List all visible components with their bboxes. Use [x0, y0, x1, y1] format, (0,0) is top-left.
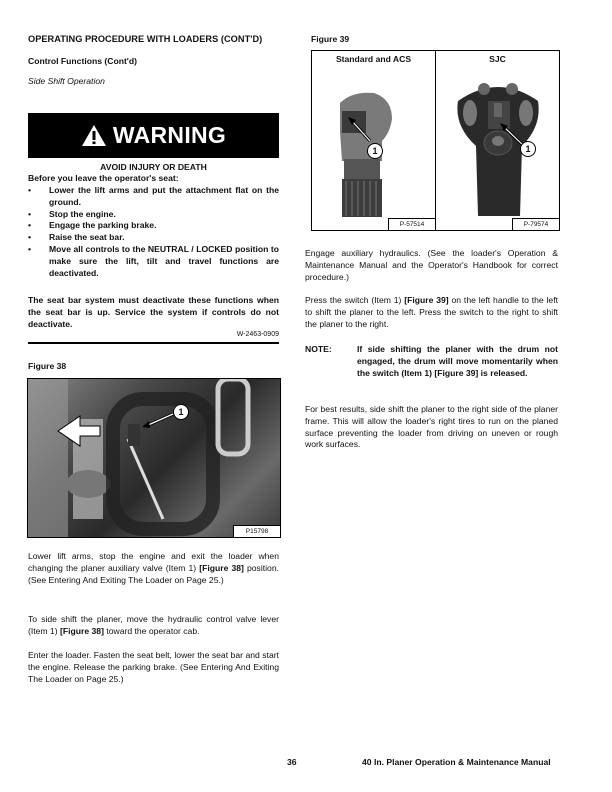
panel-title: SJC — [489, 54, 506, 64]
paragraph: Enter the loader. Fasten the seat belt, lower the seat bar and start the engine. Release the parking brake. (See Entering And Exiting The Loader on Page 25.) — [28, 650, 279, 684]
figure-38-label: Figure 38 — [28, 361, 67, 371]
photo-code: P-79574 — [512, 218, 559, 230]
joystick-handle-icon — [312, 51, 433, 230]
warning-code: W-2463-0909 — [236, 331, 279, 338]
warning-banner — [28, 113, 279, 158]
warning-label: WARNING — [112, 122, 227, 148]
divider — [28, 342, 279, 344]
figure-reference: [Figure 39] — [404, 295, 449, 305]
warning-bullet-list — [28, 185, 279, 279]
paragraph: Engage auxiliary hydraulics. (See the loader's Operation & Maintenance Manual and the Operator's Handbook for correct procedure.) — [305, 248, 558, 282]
callout-1: 1 — [520, 141, 536, 157]
subsection-title: Control Functions (Cont'd) — [28, 56, 137, 66]
list-item: • Raise the seat bar. — [28, 232, 125, 243]
note — [305, 344, 558, 379]
paragraph: Press the switch (Item 1) [Figure 39] on the left handle to the left to shift the planer to the left. Press the switch to the right to shift the planer to the right. — [305, 295, 558, 329]
photo-code: P-57514 — [388, 218, 435, 230]
page-number: 36 — [287, 757, 297, 767]
manual-title: 40 In. Planer Operation & Maintenance Manual — [362, 757, 551, 767]
photo-code: P15798 — [233, 525, 280, 537]
list-item: • Stop the engine. — [28, 208, 116, 219]
figure-39-panel-standard — [312, 51, 435, 230]
list-item: • Engage the parking brake. — [28, 220, 157, 231]
list-item: • Move all controls to the NEUTRAL / LOCKED position to make sure the lift, tilt and travel functions are deactivated. — [28, 243, 279, 278]
figure-39-panel-sjc — [435, 51, 559, 230]
hydraulic-valve-photo-icon — [28, 379, 280, 537]
warning-headline: AVOID INJURY OR DEATH — [100, 162, 207, 172]
section-title: OPERATING PROCEDURE WITH LOADERS (CONT'D) — [28, 34, 263, 44]
note-text: If side shifting the planer with the drum not engaged, the drum will move momentarily when the switch (Item 1) [Figure 39] is released. — [357, 344, 558, 378]
figure-38-photo — [27, 378, 281, 538]
list-item: • Lower the lift arms and put the attachment flat on the ground. — [28, 185, 279, 207]
figure-reference: [Figure 38] — [60, 625, 104, 636]
figure-39-label: Figure 39 — [311, 34, 350, 44]
figure-39 — [311, 50, 560, 231]
panel-title: Standard and ACS — [335, 54, 412, 64]
warning-triangle-icon — [81, 124, 107, 147]
topic-title: Side Shift Operation — [28, 76, 105, 86]
note-label: NOTE: — [305, 344, 332, 354]
callout-1: 1 — [173, 404, 189, 420]
sjc-joystick-icon — [436, 51, 559, 230]
paragraph: To side shift the planer, move the hydraulic control valve lever (Item 1) [Figure 38] toward the operator cab. — [28, 614, 279, 636]
figure-reference: [Figure 38] — [199, 562, 244, 573]
paragraph: Lower lift arms, stop the engine and exit the loader when changing the planer auxiliary valve (Item 1) [Figure 38] position. (See Entering And Exiting The Loader on Page 25.) — [28, 551, 280, 585]
paragraph: For best results, side shift the planer to the right side of the planer frame. This will allow the loader's right tires to run on the planed surface preventing the loader from driving on uneven or rough work surfaces. — [305, 404, 558, 450]
callout-1: 1 — [367, 143, 383, 159]
warning-closing: The seat bar system must deactivate these functions when the seat bar is up. Service the system if controls do not deactivate. — [28, 295, 279, 329]
warning-intro: Before you leave the operator's seat: — [28, 173, 179, 183]
